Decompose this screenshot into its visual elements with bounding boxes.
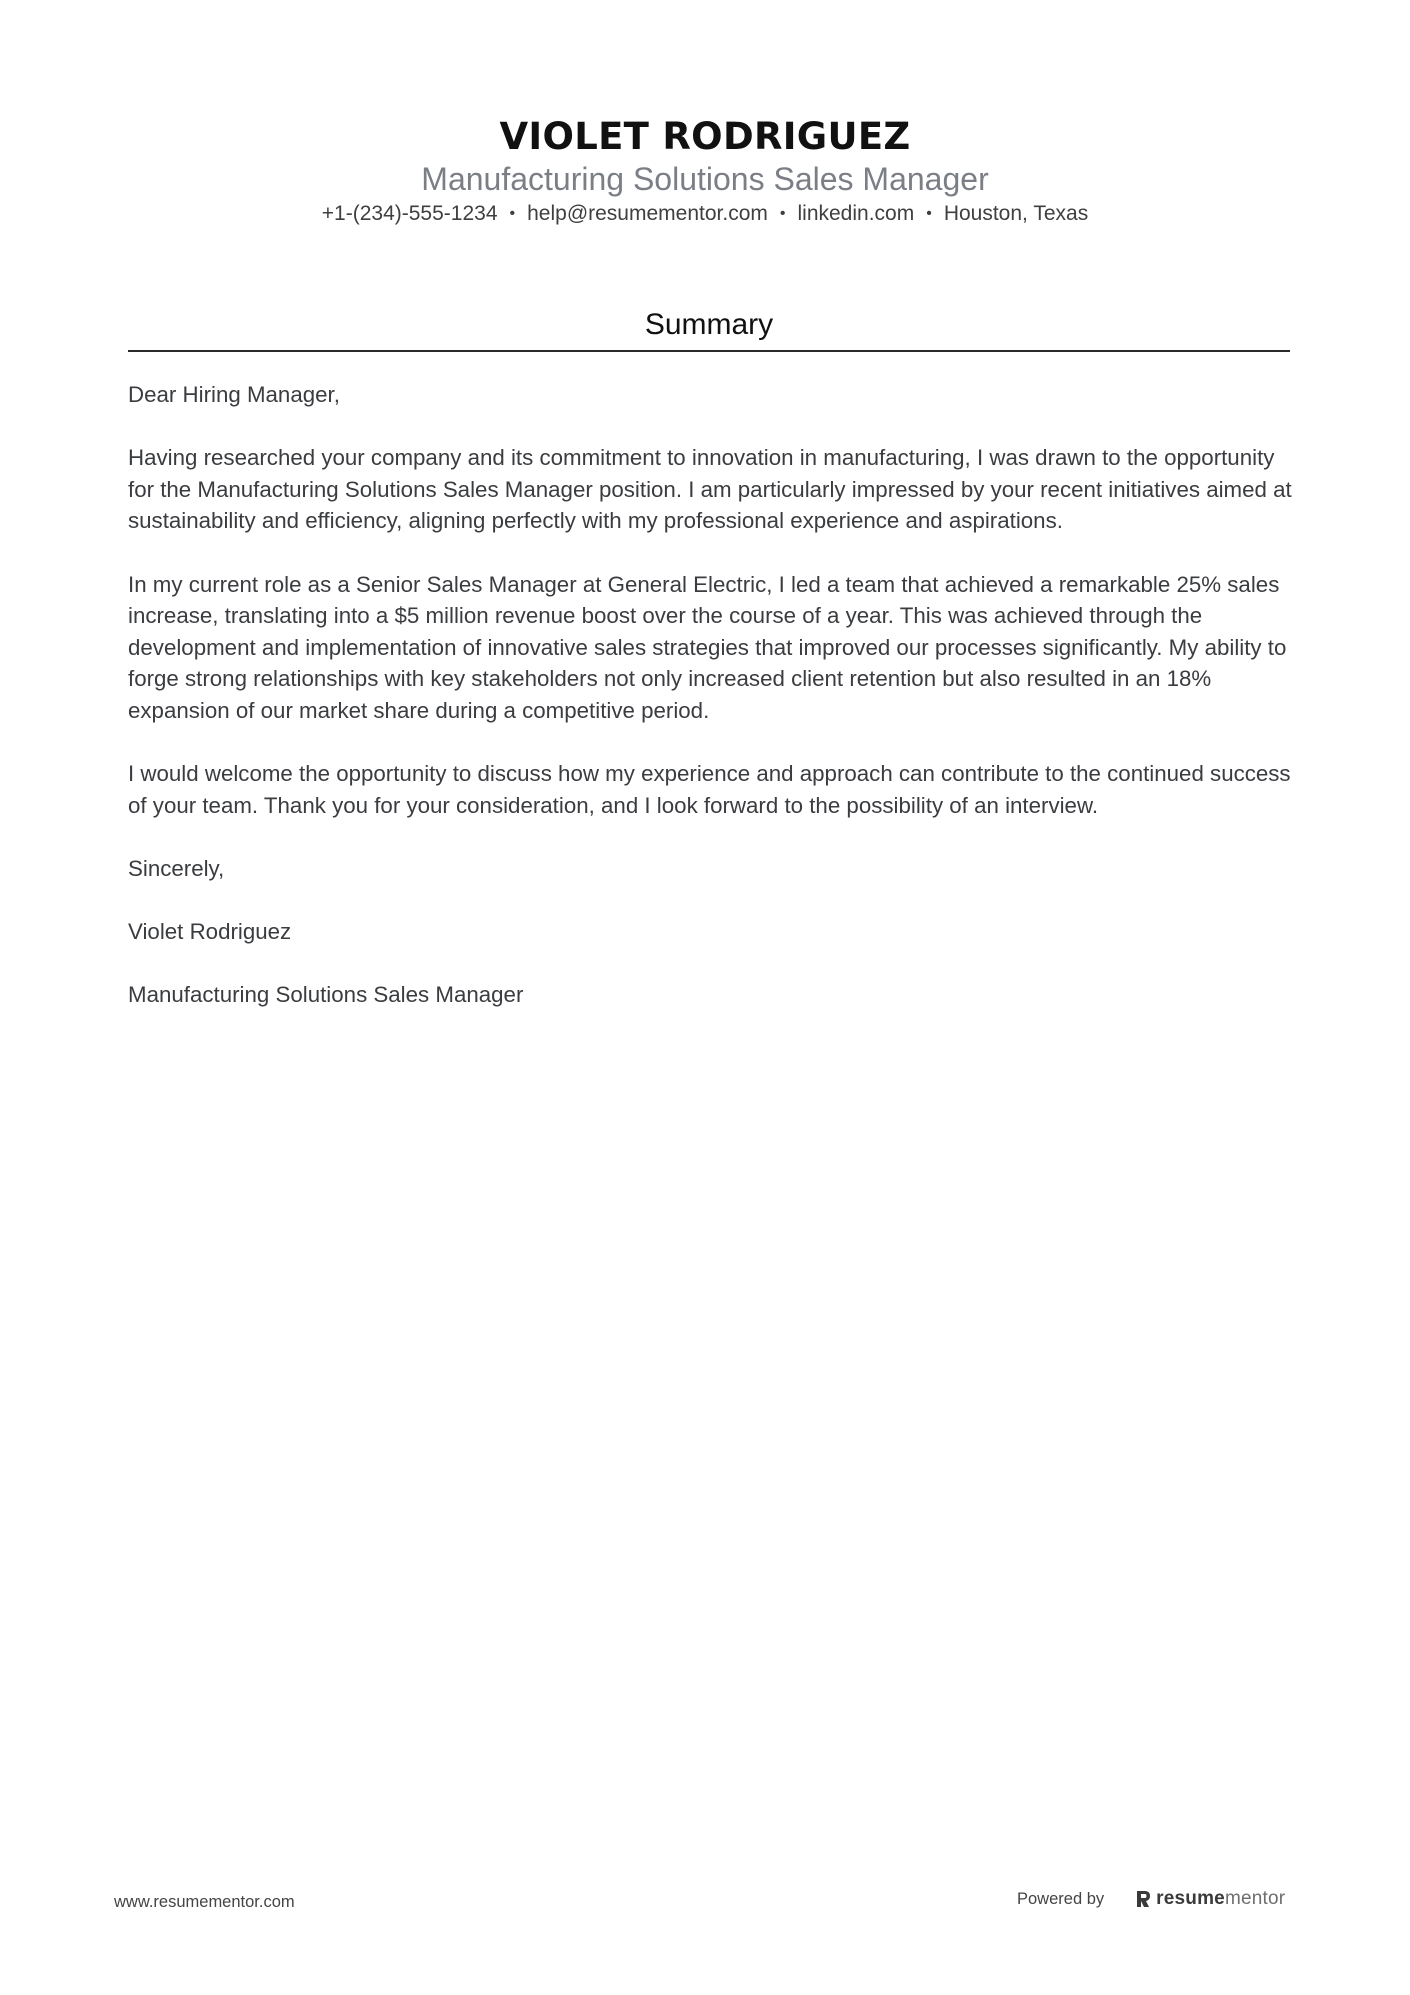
footer-website-link[interactable]: www.resumementor.com xyxy=(114,1893,295,1911)
section-title-summary: Summary xyxy=(644,308,774,341)
contact-separator: • xyxy=(509,205,516,222)
contact-email[interactable]: help@resumementor.com xyxy=(527,202,768,225)
letter-closing: Sincerely, xyxy=(128,855,225,881)
letter-paragraph: Having researched your company and its commitment to innovation in manufacturing, I was drawn to the opportunity for the Manufacturing Solutions Sales Manager position. I am particularly impressed by your recent initiatives aimed at sustainability and efficiency, aligning perfectly with my professional experience and aspirations. xyxy=(128,445,1292,534)
contact-linkedin[interactable]: linkedin.com xyxy=(797,202,915,225)
contact-separator: • xyxy=(779,205,786,222)
candidate-name: VIOLET RODRIGUEZ xyxy=(499,115,911,158)
contact-separator: • xyxy=(926,205,932,222)
contact-location: Houston, Texas xyxy=(943,202,1089,225)
brand-name-light: mentor xyxy=(1224,1888,1286,1909)
footer-branding xyxy=(1017,1888,1285,1910)
resume-header xyxy=(0,115,1410,229)
signature-title: Manufacturing Solutions Sales Manager xyxy=(128,982,524,1008)
brand-name-bold: resume xyxy=(1156,1888,1225,1909)
letter-paragraph: In my current role as a Senior Sales Manager at General Electric, I led a team that achieved a remarkable 25% sales increase, translating into a $5 million revenue boost over the course of a year. This was achieved through the development and implementation of innovative sales strategies that improved our processes significantly. My ability to forge strong relationships with key stakeholders not only increased client retention but also resulted in an 18% expansion of our market share during a competitive period. xyxy=(128,571,1287,723)
signature-name: Violet Rodriguez xyxy=(128,919,292,945)
contact-line xyxy=(0,199,1410,229)
contact-phone: +1-(234)-555-1234 xyxy=(321,202,498,225)
brand-logo-link[interactable] xyxy=(1134,1888,1285,1910)
cover-letter-body xyxy=(128,379,1293,1042)
letter-paragraph: I would welcome the opportunity to discuss how my experience and approach can contribute to the continued success of your team. Thank you for your consideration, and I look forward to the possibility of an interview. xyxy=(128,761,1291,818)
candidate-title: Manufacturing Solutions Sales Manager xyxy=(421,161,989,197)
section-divider xyxy=(128,350,1290,352)
letter-salutation: Dear Hiring Manager, xyxy=(128,382,340,407)
powered-by-label: Powered by xyxy=(1017,1889,1105,1908)
resumementor-logo-icon xyxy=(1134,1889,1152,1909)
